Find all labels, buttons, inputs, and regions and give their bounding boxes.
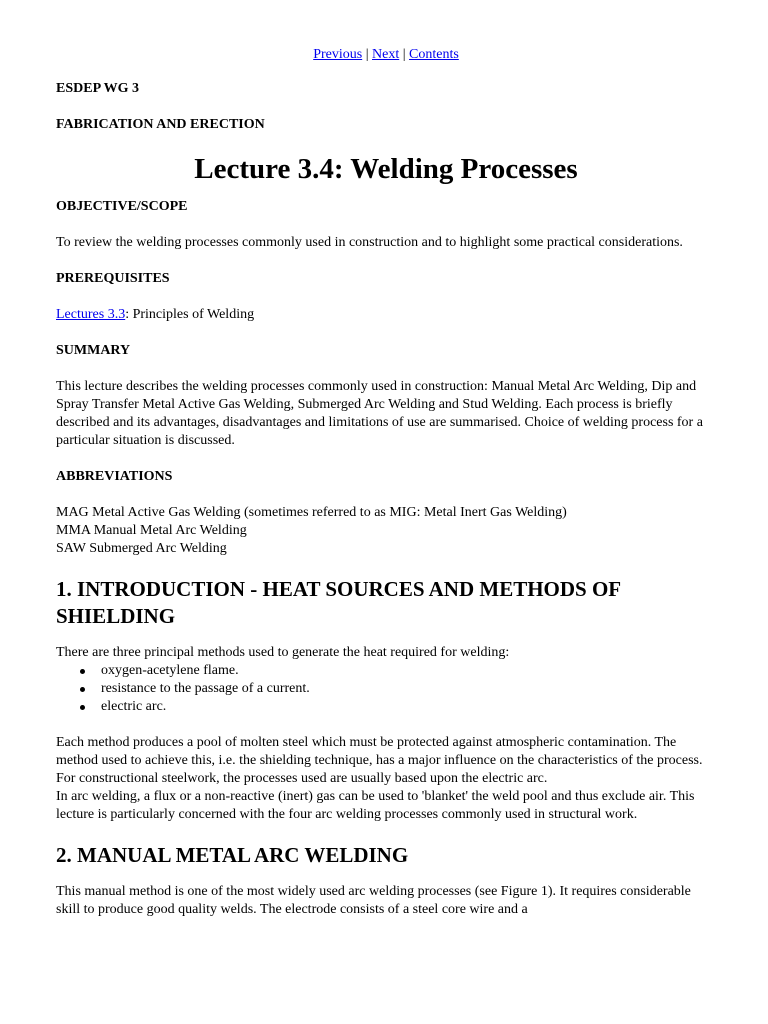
previous-link[interactable]: Previous [313,47,363,62]
list-item: oxygen-acetylene flame. [101,662,716,680]
section-2-paragraph: This manual method is one of the most widely used arc welding processes (see Figure 1). It requires considerable skill to produce good quality welds. The electrode consists of a steel core wire and a [56,884,691,917]
prerequisites-text [56,306,716,324]
summary-heading: SUMMARY [56,343,131,358]
summary-text: This lecture describes the welding processes commonly used in construction: Manual Metal Arc Welding, Dip and Spray Transfer Metal Active Gas Welding, Submerged Arc Welding and Stud Welding. Each process is briefly described and its advantages, disadvantages and limitations of use are summarised. Choice of welding process for a particular situation is discussed. [56,379,703,448]
contents-link[interactable]: Contents [409,47,459,62]
next-link[interactable]: Next [372,47,400,62]
document-body [56,46,716,937]
abbreviation-item: SAW Submerged Arc Welding [56,541,227,556]
prerequisite-lecture-link[interactable]: Lectures 3.3 [56,307,126,322]
abbreviation-item: MAG Metal Active Gas Welding (sometimes referred to as MIG: Metal Inert Gas Welding) [56,505,567,520]
nav-separator: | [365,47,369,62]
objective-heading: OBJECTIVE/SCOPE [56,199,188,214]
section-2-heading: 2. MANUAL METAL ARC WELDING [56,843,409,867]
section-1-paragraph-part1: Each method produces a pool of molten steel which must be protected against atmospheric contamination. The method used to achieve this, i.e. the shielding technique, has a major influence on the characteristics of the process. For constructional steelwork, the processes used are usually based upon the electric arc. [56,735,703,786]
abbreviation-item: MMA Manual Metal Arc Welding [56,523,247,538]
section-1-heading: 1. INTRODUCTION - HEAT SOURCES AND METHODS OF SHIELDING [56,577,621,628]
series-label: ESDEP WG 3 [56,81,139,96]
list-item: resistance to the passage of a current. [101,680,716,698]
topic-label: FABRICATION AND ERECTION [56,117,265,132]
nav-separator: | [402,47,406,62]
objective-text: To review the welding processes commonly used in construction and to highlight some practical considerations. [56,235,683,250]
prerequisite-description: : Principles of Welding [125,307,255,322]
lecture-title: Lecture 3.4: Welding Processes [194,153,578,185]
heat-source-list [56,662,716,716]
abbreviations-list [56,504,716,558]
list-item: electric arc. [101,698,716,716]
section-1-paragraph [56,734,716,824]
prerequisites-heading: PREREQUISITES [56,271,170,286]
page-navigation [56,46,716,64]
abbreviations-heading: ABBREVIATIONS [56,469,173,484]
section-1-paragraph-part2: In arc welding, a flux or a non-reactive (inert) gas can be used to 'blanket' the weld pool and thus exclude air. This lecture is particularly concerned with the four arc welding processes commonly used in structural work. [56,789,695,822]
section-1-intro: There are three principal methods used to generate the heat required for welding: [56,645,510,660]
